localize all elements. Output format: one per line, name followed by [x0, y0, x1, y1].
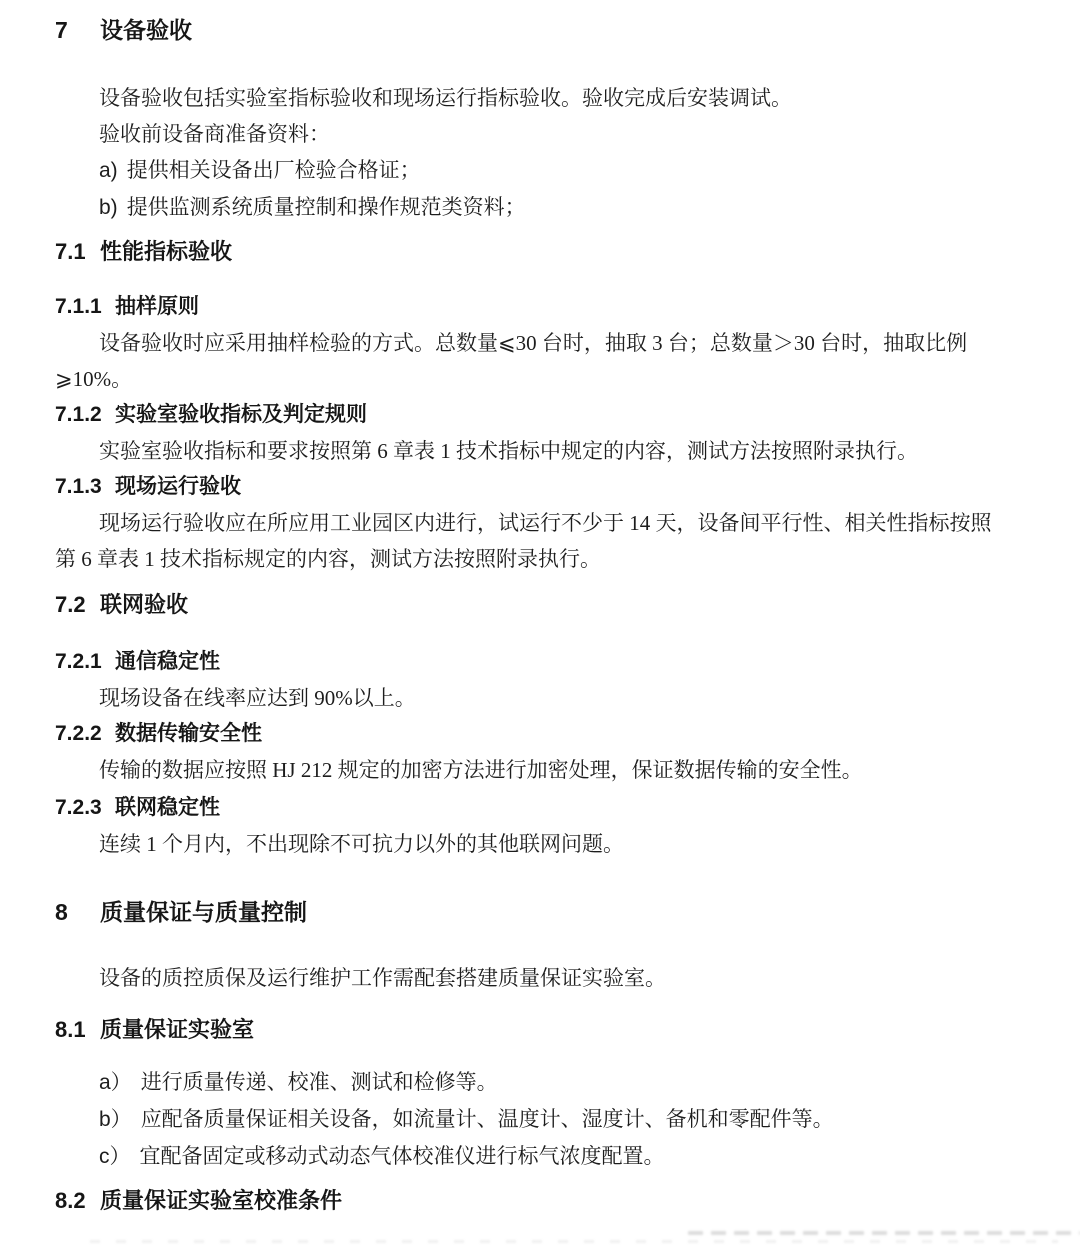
- list-item-a: [55, 152, 1058, 189]
- text-line: 传输的数据应按照 HJ 212 规定的加密方法进行加密处理，保证数据传输的安全性。: [99, 758, 863, 782]
- section-heading-7-2-3: [55, 790, 1058, 826]
- paragraph: [55, 433, 1058, 469]
- paragraph: [55, 680, 1058, 716]
- list-marker: b): [99, 196, 118, 219]
- heading-title: 设备验收: [100, 17, 192, 43]
- heading-number: 7.2.2: [55, 722, 102, 745]
- text-line: 设备验收包括实验室指标验收和现场运行指标验收。验收完成后安装调试。: [99, 86, 792, 110]
- text-line: 连续 1 个月内，不出现除不可抗力以外的其他联网问题。: [99, 832, 624, 856]
- section-heading-8: [55, 894, 1058, 930]
- list-item-text: 提供监测系统质量控制和操作规范类资料；: [126, 195, 526, 219]
- heading-number: 7: [55, 17, 68, 43]
- section-heading-7-1: [55, 234, 1058, 270]
- list-item-text: 应配备质量保证相关设备，如流量计、温度计、湿度计、备机和零配件等。: [140, 1107, 834, 1131]
- document-body: [0, 12, 1080, 1219]
- text-line: 现场运行验收应在所应用工业园区内进行，试运行不少于 14 天，设备间平行性、相关性指标按照: [99, 511, 992, 535]
- paragraph: [55, 325, 1058, 397]
- heading-title: 质量保证与质量控制: [100, 899, 307, 925]
- heading-number: 7.2.3: [55, 796, 102, 819]
- heading-number: 7.2.1: [55, 650, 102, 673]
- heading-title: 抽样原则: [115, 295, 199, 318]
- heading-title: 通信稳定性: [115, 650, 220, 673]
- text-line: 现场设备在线率应达到 90%以上。: [99, 686, 416, 710]
- heading-number: 7.1: [55, 239, 86, 264]
- paragraph: [55, 826, 1058, 862]
- heading-title: 联网验收: [100, 592, 189, 617]
- heading-number: 8.2: [55, 1188, 86, 1213]
- paragraph: [55, 752, 1058, 788]
- paragraph: [55, 80, 1058, 116]
- heading-number: 8.1: [55, 1017, 86, 1042]
- heading-title: 联网稳定性: [115, 796, 220, 819]
- heading-title: 质量保证实验室: [100, 1017, 255, 1042]
- heading-title: 数据传输安全性: [115, 722, 262, 745]
- heading-title: 现场运行验收: [115, 475, 241, 498]
- text-line: 设备验收时应采用抽样检验的方式。总数量⩽30 台时，抽取 3 台；总数量＞30 台时，抽取比例: [99, 331, 968, 355]
- section-heading-7: [55, 12, 1058, 48]
- list-item-text: 进行质量传递、校准、测试和检修等。: [140, 1070, 498, 1094]
- heading-number: 7.1.1: [55, 295, 102, 318]
- heading-title: 性能指标验收: [100, 239, 233, 264]
- text-line: 实验室验收指标和要求按照第 6 章表 1 技术指标中规定的内容，测试方法按照附录执行。: [99, 439, 918, 463]
- text-line: 验收前设备商准备资料：: [99, 122, 330, 146]
- heading-number: 7.1.3: [55, 475, 102, 498]
- paragraph: [55, 960, 1058, 996]
- list-marker: c）: [99, 1145, 131, 1168]
- list-item-text: 提供相关设备出厂检验合格证；: [126, 158, 421, 182]
- section-heading-7-2-1: [55, 644, 1058, 680]
- section-heading-7-1-2: [55, 397, 1058, 433]
- section-heading-8-1: [55, 1012, 1058, 1048]
- paragraph: [55, 116, 1058, 152]
- list-item-c: [55, 1138, 1058, 1175]
- section-heading-7-1-1: [55, 289, 1058, 325]
- text-line: 第 6 章表 1 技术指标规定的内容，测试方法按照附录执行。: [55, 547, 601, 571]
- text-line: ⩾10%。: [55, 367, 133, 391]
- heading-number: 7.1.2: [55, 403, 102, 426]
- text-line: 设备的质控质保及运行维护工作需配套搭建质量保证实验室。: [99, 966, 666, 990]
- paragraph: [55, 505, 1058, 577]
- list-marker: b）: [99, 1108, 132, 1131]
- heading-number: 8: [55, 899, 68, 925]
- scan-noise-artifact: [90, 1240, 1058, 1243]
- section-heading-8-2: [55, 1183, 1058, 1219]
- list-item-a: [55, 1064, 1058, 1101]
- list-item-b: [55, 1101, 1058, 1138]
- heading-title: 实验室验收指标及判定规则: [115, 403, 367, 426]
- list-item-text: 宜配备固定或移动式动态气体校准仪进行标气浓度配置。: [139, 1144, 665, 1168]
- heading-title: 质量保证实验室校准条件: [100, 1188, 343, 1213]
- section-heading-7-2: [55, 587, 1058, 623]
- cutoff-next-line-artifact: [688, 1231, 1080, 1235]
- list-item-b: [55, 189, 1058, 226]
- list-marker: a): [99, 159, 118, 182]
- list-marker: a）: [99, 1071, 132, 1094]
- section-heading-7-1-3: [55, 469, 1058, 505]
- section-heading-7-2-2: [55, 716, 1058, 752]
- heading-number: 7.2: [55, 592, 86, 617]
